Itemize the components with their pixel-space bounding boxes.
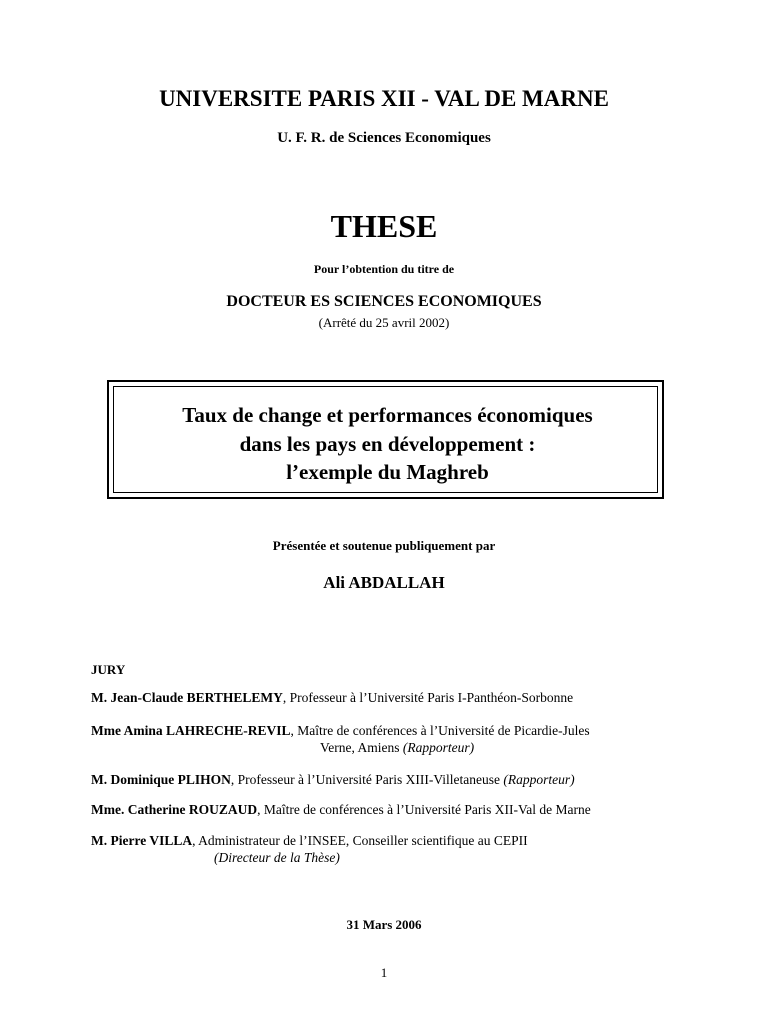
jury-member-5 — [91, 833, 528, 849]
jury-member-2-continuation — [320, 740, 474, 756]
jury-member-3-name: M. Dominique PLIHON — [91, 772, 231, 787]
jury-member-2-name: Mme Amina LAHRECHE-REVIL — [91, 723, 291, 738]
jury-member-2 — [91, 723, 590, 739]
ufr-name: U. F. R. de Sciences Economiques — [277, 130, 491, 146]
jury-member-4-name: Mme. Catherine ROUZAUD — [91, 802, 258, 817]
arrete-text: (Arrêté du 25 avril 2002) — [318, 315, 450, 330]
thesis-title-line-1: Taux de change et performances économiques — [182, 403, 593, 427]
jury-member-5-position: , Administrateur de l’INSEE, Conseiller scientifique au CEPII — [192, 833, 528, 848]
jury-member-3 — [91, 772, 575, 788]
jury-member-1-name: M. Jean-Claude BERTHELEMY — [91, 690, 283, 705]
jury-heading: JURY — [91, 662, 126, 677]
jury-member-5-role: (Directeur de la Thèse) — [214, 850, 340, 865]
jury-member-1-position: , Professeur à l’Université Paris I-Panthéon-Sorbonne — [282, 690, 574, 705]
jury-member-4-position: , Maître de conférences à l’Université Paris XII-Val de Marne — [257, 802, 591, 817]
these-title: THESE — [330, 208, 438, 244]
jury-member-5-continuation — [214, 850, 340, 866]
jury-member-5-name: M. Pierre VILLA — [91, 833, 193, 848]
university-name: UNIVERSITE PARIS XII - VAL DE MARNE — [159, 86, 609, 111]
obtention-text: Pour l’obtention du titre de — [313, 262, 455, 276]
jury-member-3-position: , Professeur à l’Université Paris XIII-Villetaneuse — [230, 772, 504, 787]
thesis-title-box — [107, 380, 664, 499]
page-number: 1 — [380, 965, 388, 980]
jury-member-2-role: (Rapporteur) — [402, 740, 475, 755]
defense-date: 31 Mars 2006 — [346, 917, 422, 932]
jury-member-1 — [91, 690, 573, 706]
presentation-label: Présentée et soutenue publiquement par — [272, 538, 496, 553]
thesis-title-line-3: l’exemple du Maghreb — [286, 460, 489, 484]
author-name: Ali ABDALLAH — [323, 573, 445, 592]
jury-member-2-position: , Maître de conférences à l’Université de Picardie-Jules — [290, 723, 590, 738]
jury-member-4 — [91, 802, 591, 818]
degree-title: DOCTEUR ES SCIENCES ECONOMIQUES — [226, 293, 542, 310]
jury-member-2-position-cont: Verne, Amiens — [320, 740, 403, 755]
thesis-title-line-2: dans les pays en développement : — [239, 432, 536, 456]
jury-member-3-role: (Rapporteur) — [503, 772, 575, 787]
